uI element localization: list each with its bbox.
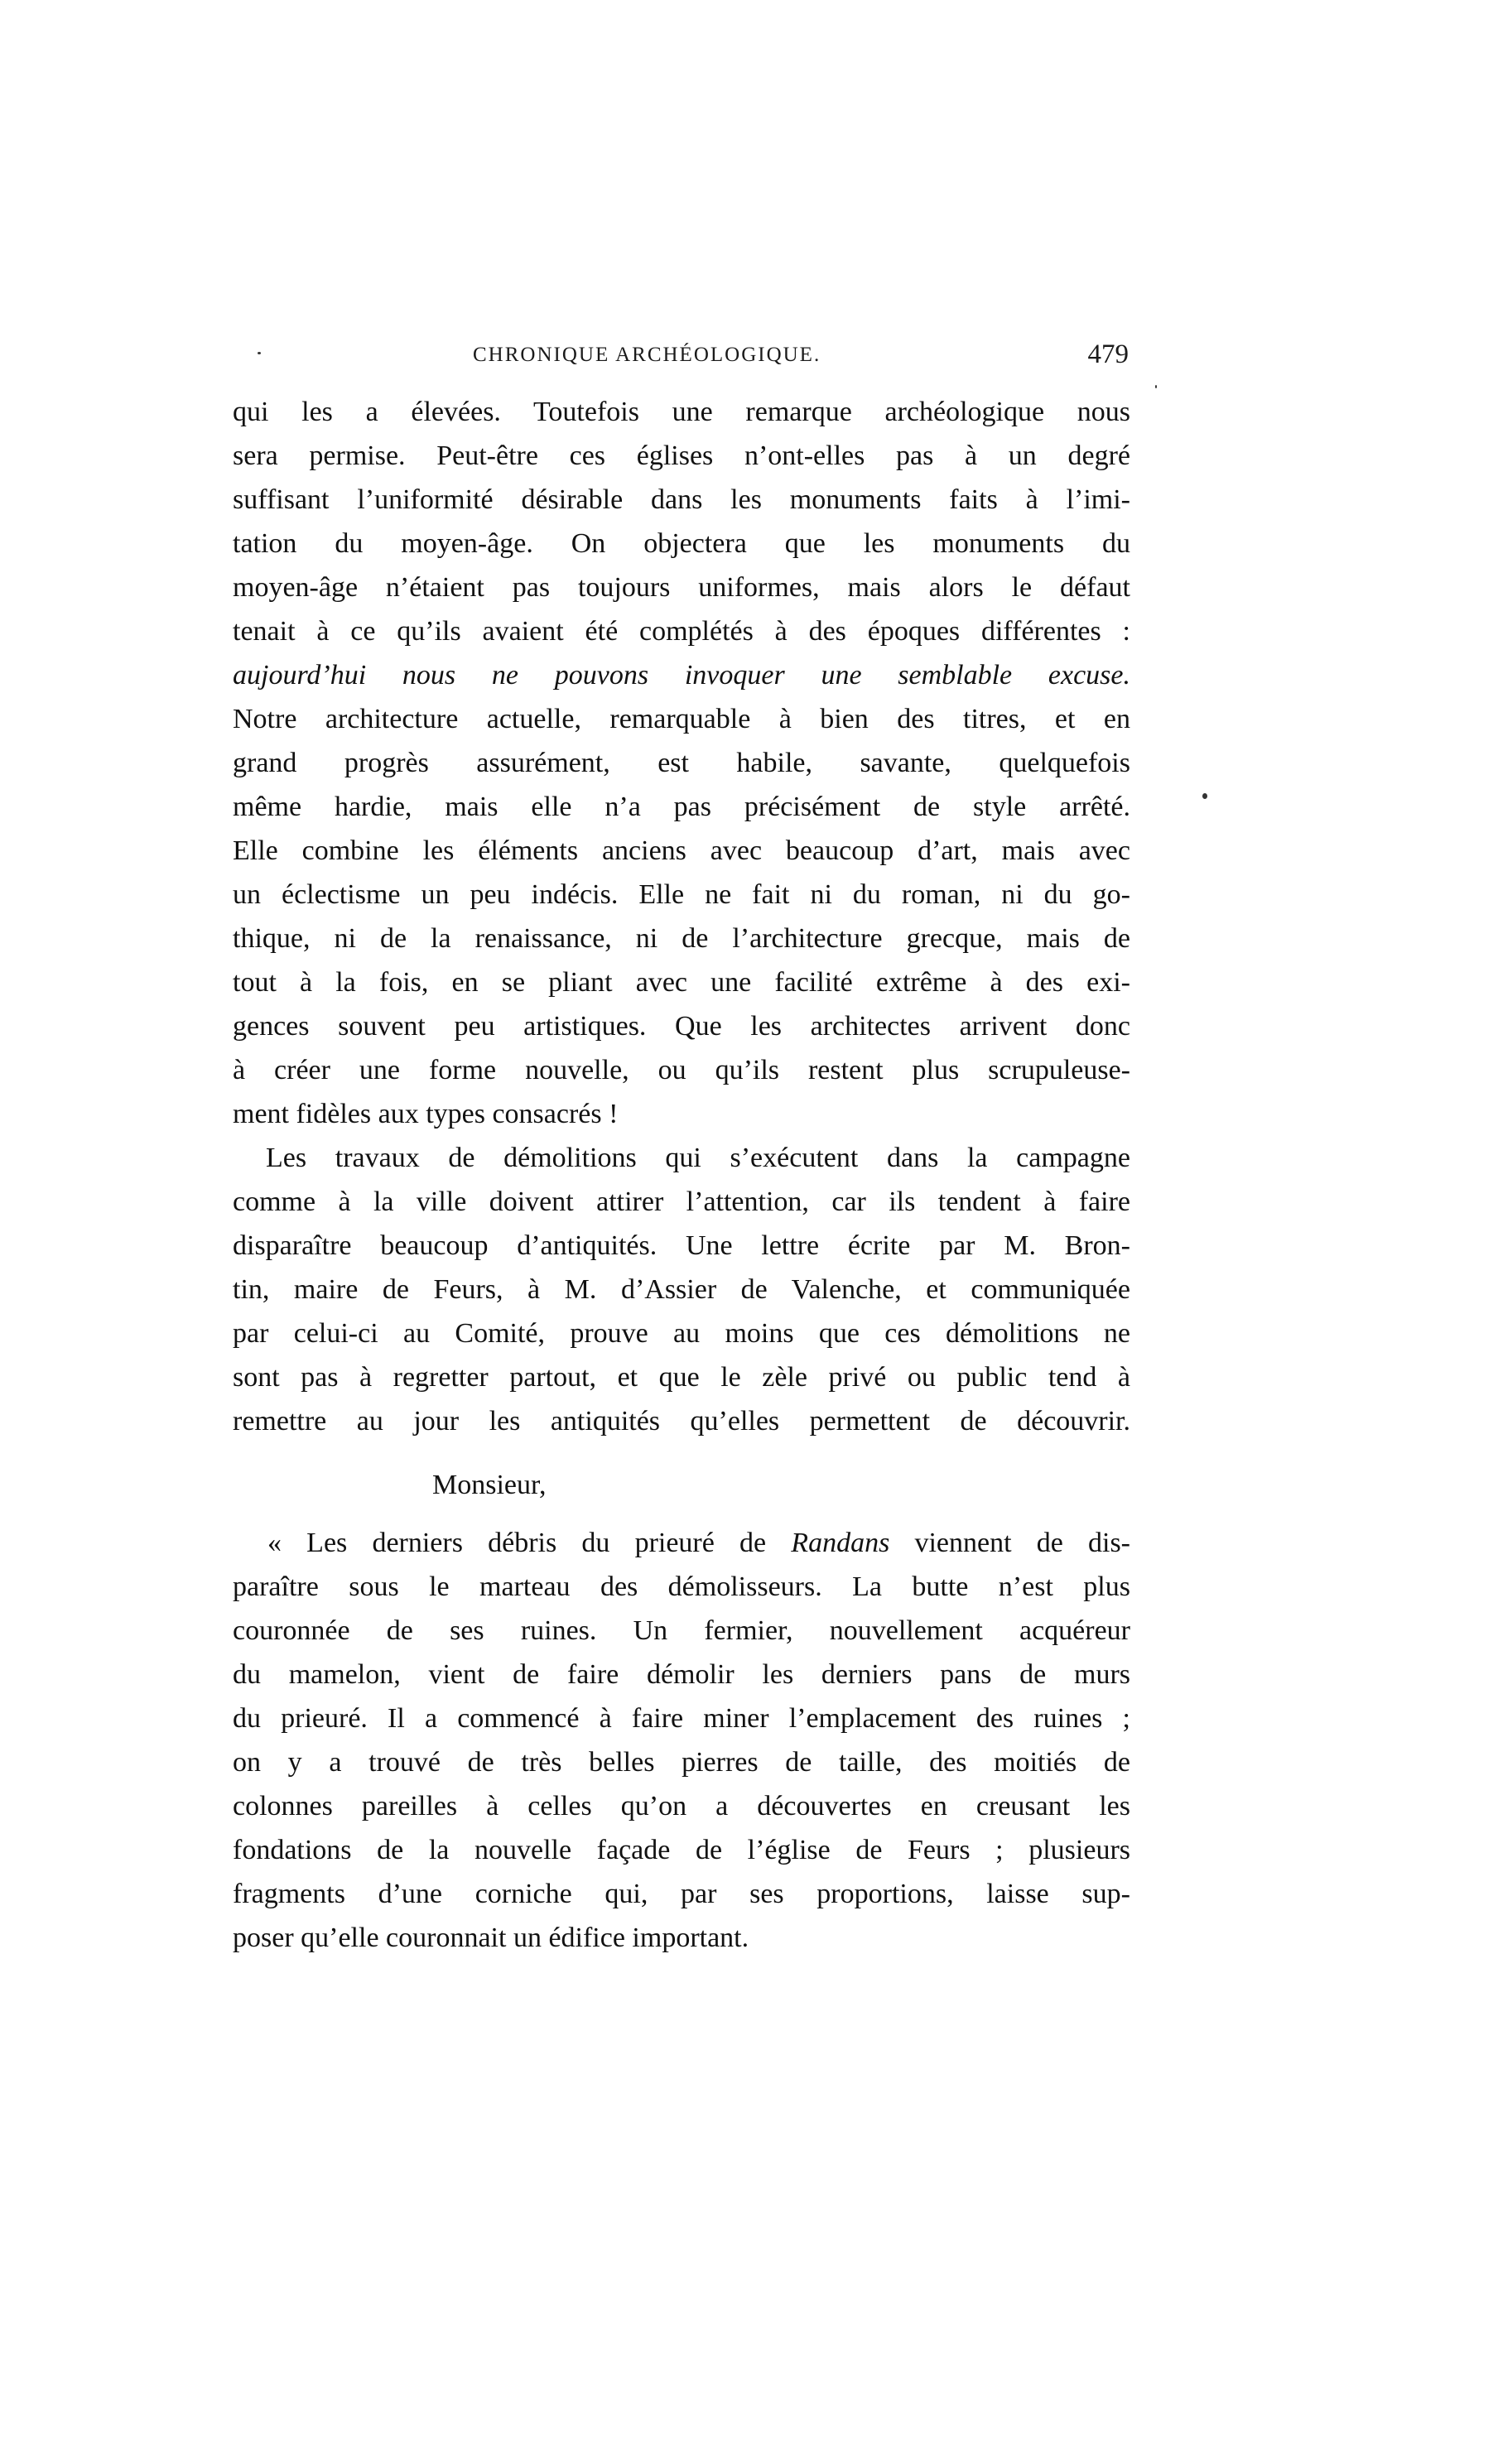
text-line: tenait à ce qu’ils avaient été complétés à des époques différentes :: [233, 616, 1130, 647]
text-line: qui les a élevées. Toutefois une remarque archéologique nous: [233, 397, 1130, 427]
text-line: tout à la fois, en se pliant avec une facilité extrême à des exi-: [233, 967, 1130, 998]
paragraph-continuation: [233, 390, 1130, 1443]
text-line: ment fidèles aux types consacrés !: [233, 1099, 619, 1129]
print-speck: [1202, 793, 1207, 799]
text-line: Notre architecture actuelle, remarquable à bien des titres, et en: [233, 704, 1130, 734]
quote-text: « Les derniers débris du prieuré de: [267, 1528, 792, 1558]
text-line: Elle combine les éléments anciens avec beaucoup d’art, mais avec: [233, 835, 1130, 866]
running-head: [233, 341, 1130, 369]
text-line: du mamelon, vient de faire démolir les derniers pans de murs: [233, 1659, 1130, 1690]
text-line: à créer une forme nouvelle, ou qu’ils restent plus scrupuleuse-: [233, 1055, 1130, 1085]
text-line: fragments d’une corniche qui, par ses proportions, laisse sup-: [233, 1879, 1130, 1909]
text-line: même hardie, mais elle n’a pas précisément de style arrêté.: [233, 792, 1130, 822]
text-line: couronnée de ses ruines. Un fermier, nouvellement acquéreur: [233, 1615, 1130, 1646]
print-speck: [258, 352, 261, 354]
text-line: comme à la ville doivent attirer l’attention, car ils tendent à faire: [233, 1186, 1130, 1217]
text-line: paraître sous le marteau des démolisseurs. La butte n’est plus: [233, 1571, 1130, 1602]
text-line: sont pas à regretter partout, et que le zèle privé ou public tend à: [233, 1362, 1130, 1393]
text-line: sera permise. Peut-être ces églises n’ont-elles pas à un degré: [233, 440, 1130, 471]
text-line: remettre au jour les antiquités qu’elles permettent de découvrir.: [233, 1406, 1130, 1437]
print-speck: [1155, 385, 1157, 388]
quote-text: viennent de dis-: [889, 1528, 1130, 1558]
letter-salutation: Monsieur,: [432, 1470, 547, 1500]
text-line: colonnes pareilles à celles qu’on a découvertes en creusant les: [233, 1791, 1130, 1822]
text-line: fondations de la nouvelle façade de l’église de Feurs ; plusieurs: [233, 1835, 1130, 1865]
text-line: un éclectisme un peu indécis. Elle ne fait ni du roman, ni du go-: [233, 879, 1130, 910]
text-line: par celui-ci au Comité, prouve au moins que ces démolitions ne: [233, 1318, 1130, 1349]
text-line-paragraph-start: Les travaux de démolitions qui s’exécutent dans la campagne: [266, 1143, 1130, 1173]
text-line: gences souvent peu artistiques. Que les architectes arrivent donc: [233, 1011, 1130, 1042]
letter-quote: [233, 1521, 1130, 1960]
text-line: poser qu’elle couronnait un édifice important.: [233, 1923, 749, 1953]
text-line: disparaître beaucoup d’antiquités. Une lettre écrite par M. Bron-: [233, 1230, 1130, 1261]
text-line-quote-start: [233, 1521, 1130, 1565]
text-line: tation du moyen-âge. On objectera que les monuments du: [233, 528, 1130, 559]
page-number: 479: [1087, 339, 1129, 369]
text-line: suffisant l’uniformité désirable dans les monuments faits à l’imi-: [233, 484, 1130, 515]
text-line: tin, maire de Feurs, à M. d’Assier de Valenche, et communiquée: [233, 1274, 1130, 1305]
text-line: grand progrès assurément, est habile, savante, quelquefois: [233, 748, 1130, 778]
running-title: CHRONIQUE ARCHÉOLOGIQUE.: [473, 344, 821, 366]
text-line: moyen-âge n’étaient pas toujours uniformes, mais alors le défaut: [233, 572, 1130, 603]
text-line: du prieuré. Il a commencé à faire miner l’emplacement des ruines ;: [233, 1703, 1130, 1734]
text-line: on y a trouvé de très belles pierres de taille, des moitiés de: [233, 1747, 1130, 1778]
text-line: thique, ni de la renaissance, ni de l’architecture grecque, mais de: [233, 923, 1130, 954]
place-name-italic: Randans: [791, 1528, 890, 1558]
italic-text-line: aujourd’hui nous ne pouvons invoquer une semblable excuse.: [233, 660, 1130, 691]
